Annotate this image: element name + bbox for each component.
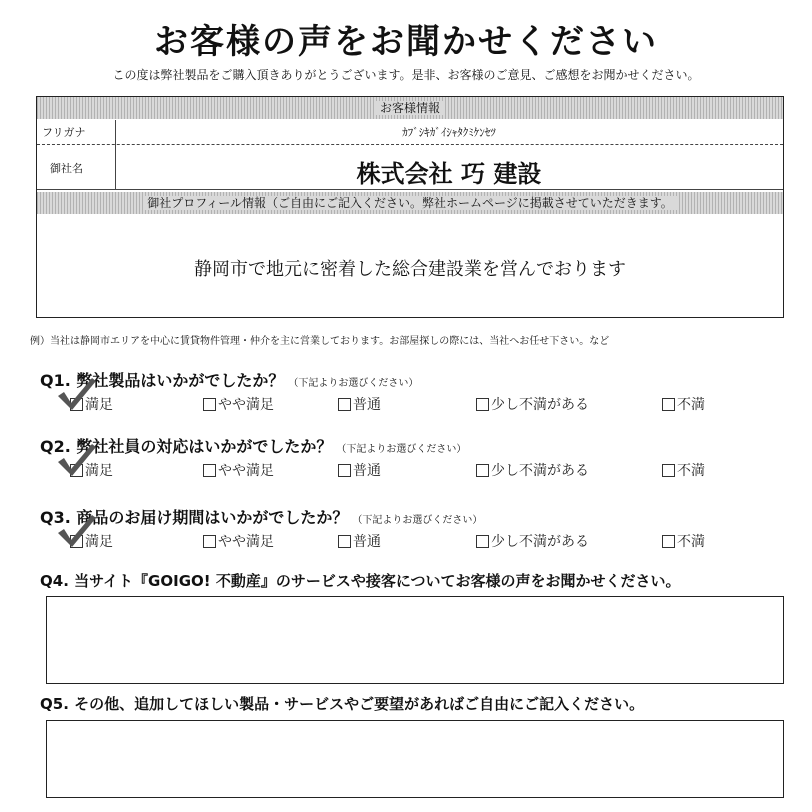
q5-label: Q5. その他、追加してほしい製品・サービスやご要望があればご自由にご記入ください。 — [40, 695, 645, 713]
q3-option[interactable] — [476, 531, 589, 551]
company-row-border — [37, 189, 783, 190]
q3-hint: （下記よりお選びください） — [352, 515, 483, 526]
example-note: 例）当社は静岡市エリアを中心に賃貸物件管理・仲介を主に営業しております。お部屋探しの際には、当社へお任せ下さい。など — [30, 336, 610, 347]
q1-option[interactable] — [338, 394, 381, 414]
checkbox[interactable] — [203, 464, 216, 477]
option-label: 不満 — [677, 397, 705, 413]
option-label: やや満足 — [218, 463, 274, 479]
q5-answer-box[interactable] — [46, 720, 784, 798]
option-label: 少し不満がある — [491, 463, 589, 479]
checkbox[interactable] — [476, 398, 489, 411]
q3-option[interactable] — [203, 531, 274, 551]
q1-option[interactable] — [662, 394, 705, 414]
option-label: 少し不満がある — [491, 534, 589, 550]
checkbox[interactable] — [476, 464, 489, 477]
checkbox[interactable] — [662, 398, 675, 411]
option-label: 満足 — [85, 534, 113, 550]
q1-hint: （下記よりお選びください） — [288, 378, 419, 389]
checkbox[interactable] — [662, 464, 675, 477]
checkmark-icon — [56, 513, 98, 549]
q2-option[interactable] — [338, 460, 381, 480]
profile-header — [37, 192, 783, 214]
checkbox[interactable] — [203, 535, 216, 548]
customer-info-header — [37, 97, 783, 119]
checkbox[interactable] — [338, 464, 351, 477]
company-name-value[interactable]: 株式会社 巧 建設 — [356, 160, 542, 188]
q1-option[interactable] — [203, 394, 274, 414]
q2-hint: （下記よりお選びください） — [336, 444, 467, 455]
q1-question: Q1. 弊社製品はいかがでしたか？ — [40, 371, 285, 390]
q3-question: Q3. 商品のお届け期間はいかがでしたか？ — [40, 508, 349, 527]
option-label: 普通 — [353, 397, 381, 413]
profile-text[interactable]: 静岡市で地元に密着した総合建設業を営んでおります — [194, 259, 626, 280]
page-subtitle: この度は弊社製品をご購入頂きありがとうございます。是非、お客様のご意見、ご感想をお聞かせください。 — [112, 68, 700, 82]
q3-option[interactable] — [338, 531, 381, 551]
q2-option[interactable] — [203, 460, 274, 480]
checkmark-icon — [56, 376, 98, 412]
q4-label: Q4. 当サイト『GOIGO! 不動産』のサービスや接客についてお客様の声をお聞かせください。 — [40, 572, 681, 590]
checkbox[interactable] — [338, 535, 351, 548]
checkbox[interactable] — [662, 535, 675, 548]
q2-option[interactable] — [476, 460, 589, 480]
q2-label — [40, 434, 466, 457]
checkbox[interactable] — [338, 398, 351, 411]
option-label: 満足 — [85, 463, 113, 479]
checkbox[interactable] — [476, 535, 489, 548]
customer-info-title: お客様情報 — [376, 101, 444, 115]
option-label: 不満 — [677, 534, 705, 550]
option-label: 普通 — [353, 534, 381, 550]
page-title: お客様の声をお聞かせください — [154, 22, 658, 62]
furigana-value[interactable]: ｶﾌﾞｼｷｶﾞｲｼｬﾀｸﾐｹﾝｾﾂ — [402, 126, 496, 139]
option-label: 普通 — [353, 463, 381, 479]
q2-question: Q2. 弊社社員の対応はいかがでしたか？ — [40, 437, 333, 456]
option-label: やや満足 — [218, 397, 274, 413]
profile-title: 御社プロフィール情報（ご自由にご記入ください。弊社ホームページに掲載させていただきます。 — [143, 196, 677, 210]
q3-option[interactable] — [662, 531, 705, 551]
checkbox[interactable] — [203, 398, 216, 411]
option-label: 満足 — [85, 397, 113, 413]
q2-option[interactable] — [662, 460, 705, 480]
q3-label — [40, 505, 482, 528]
checkmark-icon — [56, 442, 98, 478]
option-label: 少し不満がある — [491, 397, 589, 413]
q1-option[interactable] — [476, 394, 589, 414]
option-label: 不満 — [677, 463, 705, 479]
q4-answer-box[interactable] — [46, 596, 784, 684]
company-name-label: 御社名 — [50, 162, 83, 175]
option-label: やや満足 — [218, 534, 274, 550]
furigana-label: フリガナ — [42, 126, 86, 139]
